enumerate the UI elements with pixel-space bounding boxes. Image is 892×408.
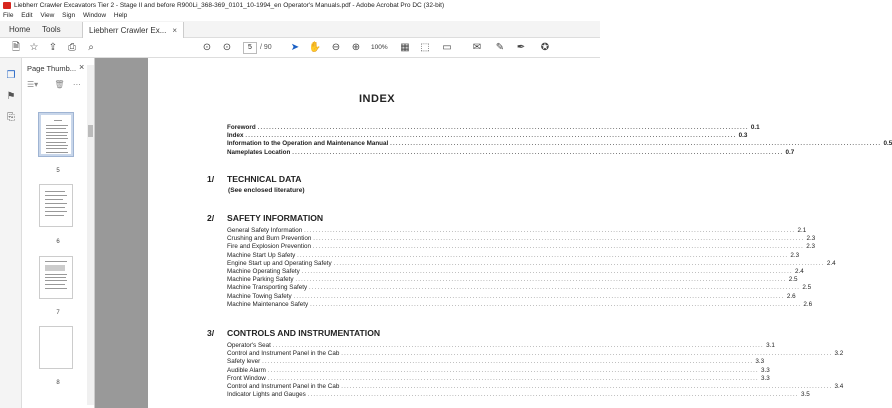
stamp-icon[interactable]: ✪: [540, 42, 550, 53]
sign-icon[interactable]: ✒: [516, 42, 526, 53]
toc-row[interactable]: Machine Parking Safety .......................................................................................................................................................................... 2.5: [227, 276, 798, 284]
thumbnail-panel: [22, 58, 95, 408]
attachment-icon[interactable]: ⎘: [7, 112, 15, 123]
thumbnail-label: 6: [56, 239, 60, 245]
toc-row[interactable]: Indicator Lights and Gauges .......................................................................................................................................................................... 3.5: [227, 391, 810, 399]
tab-document[interactable]: [82, 22, 184, 38]
menu-file[interactable]: File: [3, 12, 14, 19]
title-bar: [0, 0, 600, 11]
toc-row[interactable]: Fire and Explosion Prevention .......................................................................................................................................................................... 2.3: [227, 243, 815, 251]
toc-row[interactable]: Machine Start Up Safety .......................................................................................................................................................................... 2.3: [227, 251, 800, 259]
page-thumbnail[interactable]: [39, 184, 73, 227]
toc-row[interactable]: Operator's Seat .......................................................................................................................................................................... 3.1: [227, 342, 775, 349]
page-thumbnails-icon[interactable]: ❐: [6, 70, 16, 81]
toc-row[interactable]: Engine Start up and Operating Safety .......................................................................................................................................................................... 2.4: [227, 259, 836, 267]
page-number-input[interactable]: 5: [243, 42, 257, 54]
upload-icon[interactable]: ⇪: [48, 42, 58, 53]
page-thumbnail[interactable]: [39, 326, 73, 369]
section-1-heading: 1/ TECHNICAL DATA: [207, 174, 302, 184]
toc-row[interactable]: Machine Maintenance Safety .......................................................................................................................................................................... 2.6: [227, 300, 813, 308]
keyboard-icon[interactable]: ▭: [442, 42, 452, 53]
toc-row[interactable]: Foreword .......................................................................................................................................................................... 0.1: [227, 124, 760, 131]
thumbnail-label: 5: [56, 168, 60, 174]
toc-row[interactable]: Machine Transporting Safety .......................................................................................................................................................................... 2.5: [227, 284, 812, 292]
star-icon[interactable]: ☆: [29, 42, 39, 53]
toolbar: [0, 38, 600, 58]
toc-row[interactable]: Machine Operating Safety .......................................................................................................................................................................... 2.4: [227, 267, 804, 275]
zoom-in-icon[interactable]: ⊕: [351, 42, 361, 53]
toc-row[interactable]: Crushing and Burn Prevention .......................................................................................................................................................................... 2.3: [227, 235, 816, 243]
rotate-icon[interactable]: ⬚: [420, 42, 430, 53]
fit-page-icon[interactable]: ▦: [400, 42, 410, 53]
thumbnail-panel-title: Page Thumb...: [27, 64, 77, 73]
window-title: Liebherr Crawler Excavators Tier 2 - Stage II and before R900Li_368-369_0101_10-1994_en Operator's Manuals.pdf - Adobe Acrobat Pro DC (32-bit): [14, 2, 445, 9]
menu-bar: [0, 11, 600, 21]
more-icon[interactable]: ⋯: [72, 80, 81, 89]
comment-icon[interactable]: ✉: [472, 42, 482, 53]
highlight-icon[interactable]: ✎: [495, 42, 505, 53]
section-2-heading: 2/ SAFETY INFORMATION: [207, 213, 324, 223]
page-thumbnail[interactable]: [39, 113, 73, 156]
save-icon[interactable]: 🗎: [11, 42, 21, 53]
search-icon[interactable]: ⌕: [88, 42, 94, 53]
options-icon[interactable]: ☰▾: [27, 80, 39, 89]
close-icon[interactable]: ×: [79, 62, 85, 72]
tab-tools[interactable]: Tools: [42, 25, 61, 34]
document-title: INDEX: [359, 93, 396, 105]
toc-row[interactable]: Nameplates Location .......................................................................................................................................................................... 0.7: [227, 148, 795, 156]
toc-row[interactable]: Front Window .......................................................................................................................................................................... 3.3: [227, 374, 770, 382]
close-icon[interactable]: ×: [172, 26, 178, 35]
toc-row[interactable]: Machine Towing Safety .......................................................................................................................................................................... 2.6: [227, 292, 796, 300]
section-1-note: (See enclosed literature): [228, 187, 305, 194]
toc-row[interactable]: Control and Instrument Panel in the Cab .......................................................................................................................................................................... 3.2: [227, 350, 844, 358]
thumbnail-tools: [27, 80, 89, 94]
section-2-list: [227, 227, 836, 309]
acrobat-app-icon: [3, 2, 11, 9]
thumbnail-label: 8: [56, 380, 60, 386]
thumbnail-label: 7: [56, 310, 60, 316]
page-total: / 90: [260, 44, 272, 51]
section-3-heading: 3/ CONTROLS AND INSTRUMENTATION: [207, 328, 381, 338]
hand-icon[interactable]: ✋: [308, 42, 322, 53]
menu-edit[interactable]: Edit: [21, 12, 33, 19]
tab-home[interactable]: Home: [9, 25, 31, 34]
left-nav-pane: [0, 58, 22, 408]
toc-row[interactable]: Safety lever .......................................................................................................................................................................... 3.3: [227, 358, 765, 366]
front-matter-list: [227, 124, 892, 157]
toc-row[interactable]: General Safety Information .......................................................................................................................................................................... 2.1: [227, 227, 807, 234]
menu-sign[interactable]: Sign: [62, 12, 76, 19]
next-page-icon[interactable]: ⊙: [222, 42, 232, 53]
thumbnail-scrollbar[interactable]: [87, 65, 94, 405]
toc-row[interactable]: Audible Alarm .......................................................................................................................................................................... 3.3: [227, 366, 770, 374]
menu-view[interactable]: View: [40, 12, 55, 19]
zoom-out-icon[interactable]: ⊖: [331, 42, 341, 53]
section-3-list: [227, 342, 844, 399]
toc-row[interactable]: Index .......................................................................................................................................................................... 0.3: [227, 132, 748, 140]
toc-row[interactable]: Information to the Operation and Maintenance Manual .......................................................................................................................................................................... 0.5: [227, 140, 892, 148]
tab-document-label: Liebherr Crawler Ex...: [89, 26, 167, 35]
bookmark-icon[interactable]: ⚑: [6, 91, 16, 102]
prev-page-icon[interactable]: ⊙: [202, 42, 212, 53]
delete-icon[interactable]: 🗑: [54, 80, 65, 89]
select-cursor-icon[interactable]: ➤: [290, 42, 300, 53]
print-icon[interactable]: ⎙: [68, 42, 76, 53]
toc-row[interactable]: Control and Instrument Panel in the Cab .......................................................................................................................................................................... 3.4: [227, 382, 844, 390]
menu-window[interactable]: Window: [82, 12, 107, 19]
tab-bar: [0, 21, 600, 38]
page-gutter: [95, 58, 148, 408]
zoom-select[interactable]: 100%: [371, 44, 388, 51]
page-thumbnail[interactable]: [39, 256, 73, 299]
menu-help[interactable]: Help: [113, 12, 128, 19]
